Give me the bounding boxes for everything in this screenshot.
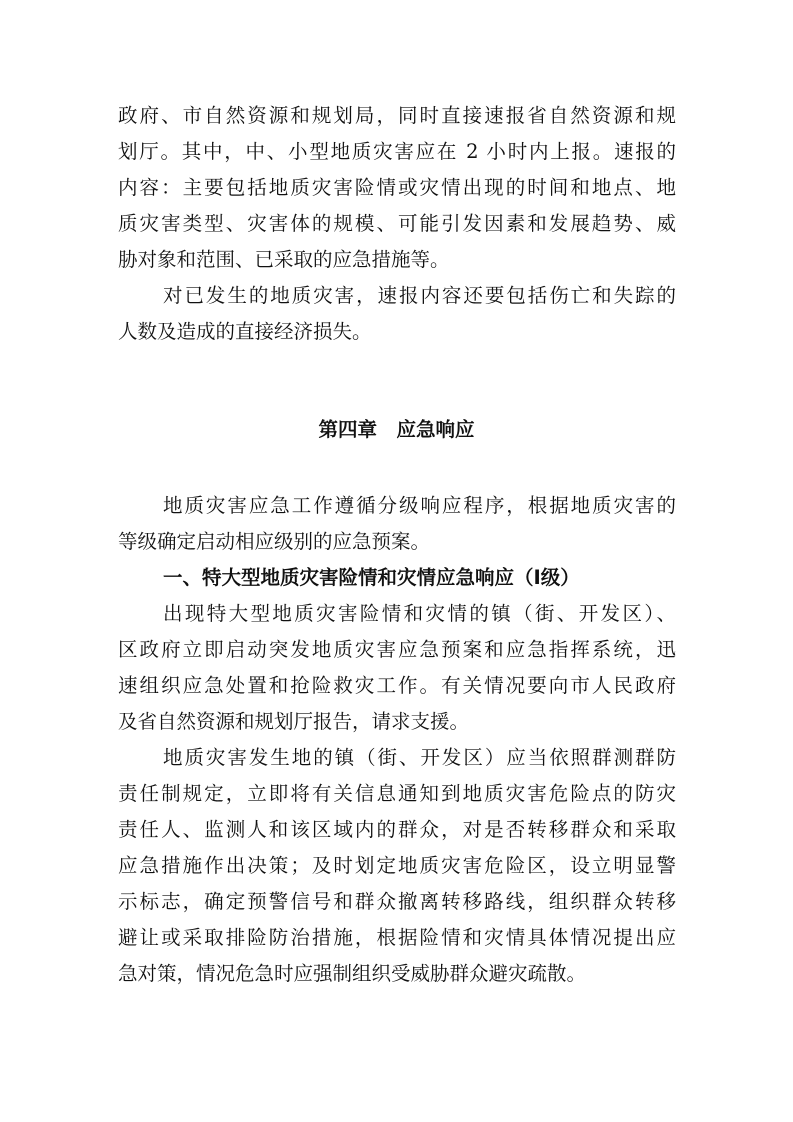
- text-line: 地质灾害应急工作遵循分级响应程序，根据地质灾害的: [163, 494, 676, 517]
- text-line: 出现特大型地质灾害险情和灾情的镇（街、开发区）、: [163, 602, 676, 625]
- text-line: 急对策，情况危急时应强制组织受威胁群众避灾疏散。: [118, 962, 587, 985]
- text-line: 政府、市自然资源和规划局，同时直接速报省自然资源和规: [118, 104, 676, 127]
- text-line: 对已发生的地质灾害，速报内容还要包括伤亡和失踪的: [163, 284, 676, 307]
- text-line: 及省自然资源和规划厅报告，请求支援。: [118, 710, 470, 733]
- text-line: 责任人、监测人和该区域内的群众，对是否转移群众和采取: [118, 818, 676, 841]
- chapter-title: 第四章 应急响应: [318, 418, 475, 441]
- text-line: 示标志，确定预警信号和群众撤离转移路线，组织群众转移: [118, 890, 676, 913]
- section-heading: 一、特大型地质灾害险情和灾情应急响应（Ⅰ级）: [163, 566, 580, 589]
- text-line: 划厅。其中，中、小型地质灾害应在 2 小时内上报。速报的: [118, 140, 676, 163]
- text-line: 责任制规定，立即将有关信息通知到地质灾害危险点的防灾: [118, 782, 676, 805]
- text-line: 地质灾害发生地的镇（街、开发区）应当依照群测群防: [163, 746, 676, 769]
- text-line: 避让或采取排险防治措施，根据险情和灾情具体情况提出应: [118, 926, 676, 949]
- text-line: 内容：主要包括地质灾害险情或灾情出现的时间和地点、地: [118, 176, 676, 199]
- body-text-bottom: [118, 488, 676, 992]
- text-line: 区政府立即启动突发地质灾害应急预案和应急指挥系统，迅: [118, 638, 676, 661]
- text-line: 等级确定启动相应级别的应急预案。: [118, 530, 431, 553]
- text-line: 人数及造成的直接经济损失。: [118, 320, 372, 343]
- body-text-top: [118, 98, 676, 350]
- text-line: 速组织应急处置和抢险救灾工作。有关情况要向市人民政府: [118, 674, 676, 697]
- text-line: 胁对象和范围、已采取的应急措施等。: [118, 248, 450, 271]
- text-line: 应急措施作出决策；及时划定地质灾害危险区，设立明显警: [118, 854, 676, 877]
- text-line: 质灾害类型、灾害体的规模、可能引发因素和发展趋势、威: [118, 212, 676, 235]
